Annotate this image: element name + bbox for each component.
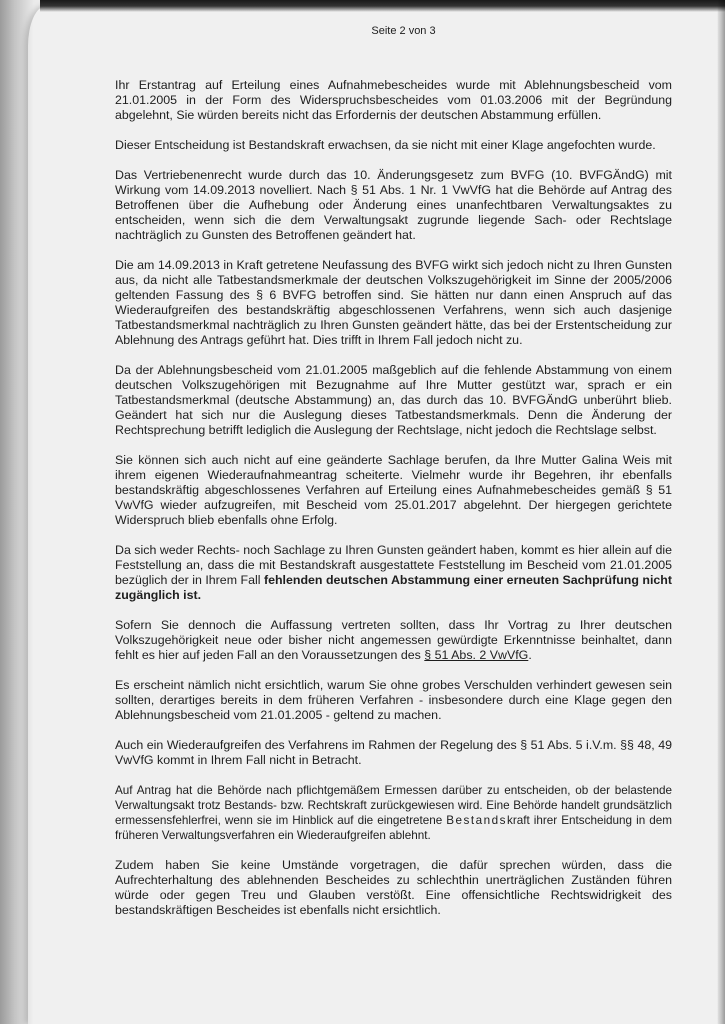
new-evidence-text: Sofern Sie dennoch die Auffassung vertreten sollten, dass Ihr Vortrag zu Ihrer deutschen Volkszugehörigkeit neue oder bisher nicht angemessen gewürdigte Erkenntnisse beinhaltet, dann fehlt es hier auf jeden Fall an den Voraussetzungen des	[115, 618, 672, 662]
paragraph-lack-of-descent: Da der Ablehnungsbescheid vom 21.01.2005 maßgeblich auf die fehlende Abstammung von einem deutschen Volkszugehörigen mit Bezugnahme auf Ihre Mutter gestützt war, sprach er ein Tatbestandsmerkmal (deutsche Abstammung) an, das durch das 10. BVFGÄndG unberührt blieb. Geändert hat sich nur die Auslegung dieses Tatbestandsmerkmals. Denn die Änderung der Rechtsprechung betrifft lediglich die Auslegung der Rechtslage, nicht jedoch die Rechtslage selbst.	[115, 363, 672, 437]
paragraph-no-fault: Es erscheint nämlich nicht ersichtlich, warum Sie ohne grobes Verschulden verhindert gewesen sein sollten, derartiges bereits in dem früheren Verfahren - insbesondere durch eine Klage gegen den Ablehnungsbescheid vom 21.01.2005 - geltend zu machen.	[115, 678, 672, 722]
law-reference: § 51 Abs. 2 VwVfG	[424, 648, 529, 662]
paragraph-new-version-effect: Die am 14.09.2013 in Kraft getretene Neufassung des BVFG wirkt sich jedoch nicht zu Ihren Gunsten aus, da nicht alle Tatbestandsmerkmale der deutschen Volkszugehörigkeit im Sinne der 2005/2006 geltenden Fassung des § 6 BVFG betroffen sind. Sie hätten nur dann einen Anspruch auf das Wiederaufgreifen des bestandskräftig abgeschlossenen Verfahrens, wenn sich auch dasjenige Tatbestandsmerkmal nachträglich zu Ihren Gunsten geändert hätte, das bei der Erstentscheidung zur Ablehnung des Antrags geführt hat. Dies trifft in Ihrem Fall jedoch nicht zu.	[115, 258, 672, 347]
binding-shadow	[0, 0, 34, 1024]
conclusion-text: Da sich weder Rechts- noch Sachlage zu Ihren Gunsten geändert haben, kommt es hier allein auf die Feststellung an, dass die mit Bestandskraft ausgestattete Feststellung im Bescheid vom 21.01.2005 bezüglich der in Ihrem Fall	[115, 543, 672, 587]
paragraph-finality: Dieser Entscheidung ist Bestandskraft erwachsen, da sie nicht mit einer Klage angefochten wurde.	[115, 138, 656, 152]
discretion-text-b: kraft ihrer Entscheidung in dem früheren Verwaltungsverfahren ein Wiederaufgreifen ablehnt.	[115, 814, 672, 842]
paragraph-law-amendment: Das Vertriebenenrecht wurde durch das 10. Änderungsgesetz zum BVFG (10. BVFGÄndG) mit Wirkung vom 14.09.2013 novelliert. Nach § 51 Abs. 1 Nr. 1 VwVfG hat die Behörde auf Antrag des Betroffenen über die Aufhebung oder Änderung eines unanfechtbaren Verwaltungsaktes zu entscheiden, wenn sich die dem Verwaltungsakt zugrunde liegende Sach- oder Rechtslage nachträglich zu Gunsten des Betroffenen geändert hat.	[115, 168, 672, 242]
paragraph-new-evidence	[115, 618, 672, 663]
letter-body	[115, 24, 672, 918]
discretion-spaced: Bestands	[446, 814, 507, 827]
paragraph-discretion	[115, 783, 672, 843]
paragraph-first-application: Ihr Erstantrag auf Erteilung eines Aufnahmebescheides wurde mit Ablehnungsbescheid vom 21.01.2005 in der Form des Widerspruchsbescheides vom 01.03.2006 mit der Begründung abgelehnt, Sie würden bereits nicht das Erfordernis der deutschen Abstammung erfüllen.	[115, 78, 672, 122]
paragraph-factual-situation: Sie können sich auch nicht auf eine geänderte Sachlage berufen, da Ihre Mutter Galina Weis mit ihrem eigenen Wiederaufnahmeantrag scheiterte. Vielmehr wurde ihr Begehren, ihr ebenfalls bestandskräftig abgeschlossenes Verfahren auf Erteilung eines Aufnahmebescheides gemäß § 51 VwVfG wieder aufzugreifen, mit Bescheid vom 25.01.2017 abgelehnt. Der hiergegen gerichtete Widerspruch blieb ebenfalls ohne Erfolg.	[115, 453, 672, 527]
paragraph-conclusion	[115, 543, 672, 603]
conclusion-emphasis: fehlenden deutschen Abstammung einer erneuten Sachprüfung nicht zugänglich ist.	[115, 573, 672, 602]
paragraph-discretion-rule: Auch ein Wiederaufgreifen des Verfahrens im Rahmen der Regelung des § 51 Abs. 5 i.V.m. §§ 48, 49 VwVfG kommt in Ihrem Fall nicht in Betracht.	[115, 738, 672, 767]
scan-right-edge	[717, 0, 725, 1024]
new-evidence-end: .	[528, 648, 532, 662]
paragraph-no-circumstances: Zudem haben Sie keine Umstände vorgetragen, die dafür sprechen würden, dass die Aufrechterhaltung des ablehnenden Bescheides zu schlechthin unerträglichen Zuständen führen würde oder gegen Treu und Glauben verstößt. Eine offensichtliche Rechtswidrigkeit des bestandskräftigen Bescheides ist ebenfalls nicht ersichtlich.	[115, 858, 672, 917]
scan-top-edge	[40, 0, 725, 12]
page-number: Seite 2 von 3	[371, 25, 436, 37]
discretion-text-a: Auf Antrag hat die Behörde nach pflichtgemäßem Ermessen darüber zu entscheiden, ob der belastende Verwaltungsakt trotz Bestands- bzw. Rechtskraft zurückgewiesen wird. Eine Behörde handelt grundsätzlich ermessensfehlerfrei, wenn sie im Hinblick auf die eingetretene	[115, 784, 672, 827]
